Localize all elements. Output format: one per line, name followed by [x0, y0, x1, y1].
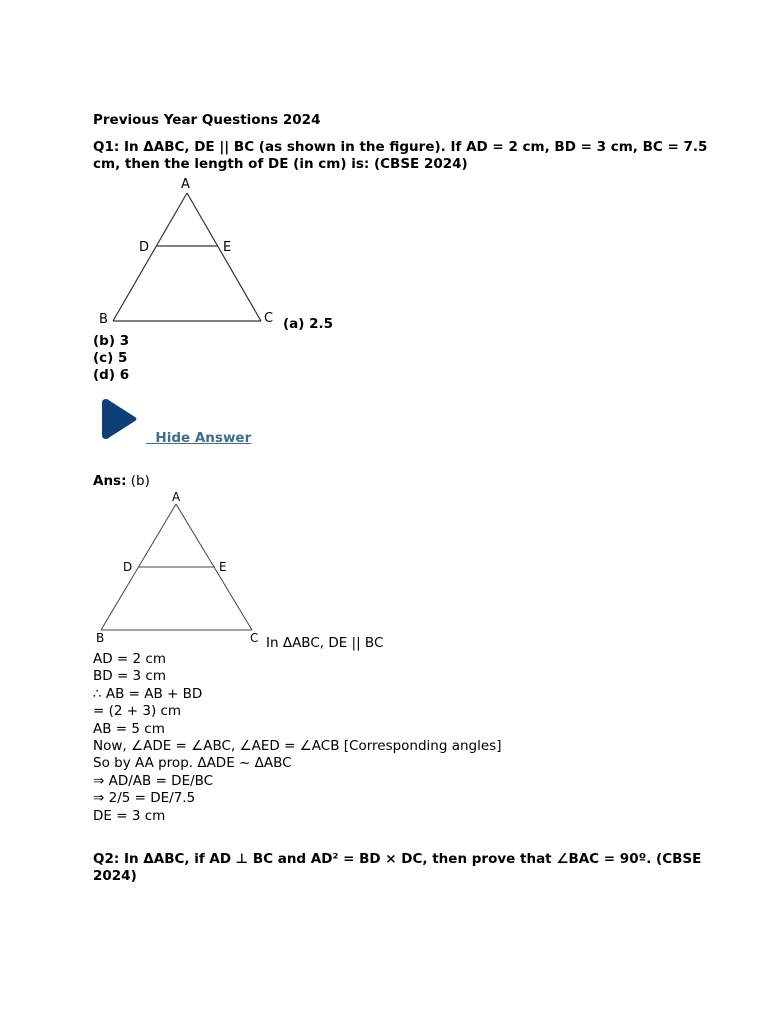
solution-line: ⇒ 2/5 = DE/7.5: [93, 790, 196, 807]
vertex-label-a: A: [181, 177, 190, 192]
vertex-label-b: B: [96, 631, 105, 645]
vertex-label-e: E: [223, 240, 232, 255]
vertex-label-c: C: [250, 631, 259, 645]
question-1-text: Q1: In ΔABC, DE || BC (as shown in the figure). If AD = 2 cm, BD = 3 cm, BC = 7.5 cm, then the length of DE (in cm) is: (CBSE 2024): [93, 139, 708, 172]
option-d: (d) 6: [93, 367, 130, 383]
solution-line: AD = 2 cm: [93, 651, 166, 667]
question-1-triangle-figure: [97, 176, 282, 328]
vertex-label-d: D: [123, 560, 133, 574]
option-a: (a) 2.5: [283, 316, 334, 332]
side-ac: [187, 193, 261, 321]
hide-answer-link[interactable]: Hide Answer: [146, 430, 252, 446]
solution-line: ⇒ AD/AB = DE/BC: [93, 772, 214, 789]
answer-triangle-figure: [95, 489, 267, 649]
answer-label: Ans:: [93, 473, 127, 489]
section-heading: Previous Year Questions 2024: [93, 112, 321, 128]
vertex-label-a: A: [172, 490, 181, 504]
answer-line: [93, 473, 150, 490]
solution-line: ∴ AB = AB + BD: [93, 685, 203, 702]
vertex-label-d: D: [139, 240, 150, 255]
option-c: (c) 5: [93, 350, 128, 366]
solution-line: Now, ∠ADE = ∠ABC, ∠AED = ∠ACB [Corresponding angles]: [93, 737, 502, 754]
solution-line: AB = 5 cm: [93, 720, 165, 737]
option-b: (b) 3: [93, 333, 130, 349]
answer-value: (b): [126, 473, 150, 489]
solution-steps: [93, 651, 501, 825]
vertex-label-e: E: [219, 560, 227, 574]
solution-line: DE = 3 cm: [93, 807, 166, 824]
solution-line: BD = 3 cm: [93, 668, 167, 685]
options-list: [93, 333, 129, 384]
vertex-label-c: C: [264, 311, 274, 326]
solution-line: So by AA prop. ΔADE ~ ΔABC: [93, 755, 292, 772]
side-ab: [113, 193, 187, 321]
solution-line: = (2 + 3) cm: [93, 703, 182, 720]
vertex-label-b: B: [99, 312, 108, 327]
question-2-text: Q2: In ΔABC, if AD ⊥ BC and AD² = BD × DC, then prove that ∠BAC = 90º. (CBSE 2024): [93, 851, 702, 884]
play-icon[interactable]: [101, 395, 139, 443]
answer-figure-caption: In ΔABC, DE || BC: [266, 635, 384, 651]
